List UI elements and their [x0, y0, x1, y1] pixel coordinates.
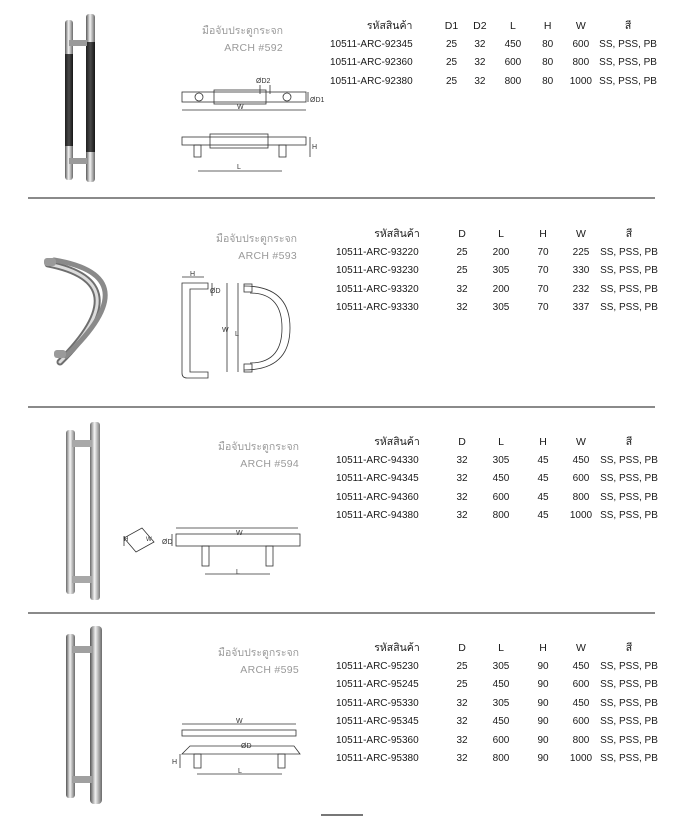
header-d: D	[458, 227, 466, 240]
cell-l: 800	[492, 753, 510, 765]
cell-d: 32	[456, 753, 468, 765]
header-w: W	[576, 641, 586, 654]
cell-color: SS, PSS, PB	[600, 753, 658, 765]
cell-d: 32	[456, 454, 468, 466]
header-h: H	[539, 227, 547, 240]
cell-l: 600	[504, 57, 522, 69]
header-h: H	[543, 19, 552, 32]
table-row	[330, 35, 658, 54]
technical-drawing-arch-594-profile	[118, 524, 166, 560]
header-l: L	[509, 19, 516, 32]
cell-h: 90	[537, 660, 549, 672]
header-code: รหัสสินค้า	[366, 20, 413, 32]
cell-w: 800	[572, 491, 590, 503]
header-code: รหัสสินค้า	[374, 228, 420, 240]
cell-code: 10511-ARC-94360	[336, 491, 419, 503]
cell-l: 305	[492, 697, 510, 709]
cell-d: 25	[456, 679, 468, 691]
dim-label-d: ØD	[162, 539, 173, 546]
header-l: L	[498, 641, 504, 654]
dim-label-d2: ØD2	[256, 78, 271, 85]
cell-d: 32	[456, 716, 468, 728]
product-title-th: มือจับประตูกระจก	[216, 233, 297, 245]
cell-d: 32	[456, 283, 468, 295]
table-row	[336, 262, 658, 281]
dim-label-w-small: W	[146, 537, 152, 543]
dim-label-d1: ØD1	[310, 97, 325, 104]
cell-color: SS, PSS, PB	[600, 734, 658, 746]
cell-code: 10511-ARC-94380	[336, 510, 419, 522]
cell-code: 10511-ARC-95330	[336, 697, 419, 709]
header-color: สี	[624, 20, 632, 32]
cell-w: 232	[572, 283, 590, 295]
cell-d: 25	[456, 660, 468, 672]
cell-w: 800	[572, 57, 590, 69]
table-row	[336, 243, 658, 262]
cell-h: 70	[537, 265, 549, 277]
header-w: W	[576, 435, 586, 448]
cell-color: SS, PSS, PB	[600, 716, 658, 728]
cell-color: SS, PSS, PB	[600, 697, 658, 709]
table-row	[336, 451, 658, 470]
product-title-th: มือจับประตูกระจก	[202, 25, 283, 37]
table-row	[336, 676, 658, 695]
cell-color: SS, PSS, PB	[599, 75, 657, 87]
cell-h: 90	[537, 716, 549, 728]
cell-d: 32	[456, 510, 468, 522]
cell-color: SS, PSS, PB	[600, 491, 658, 503]
table-header-row	[330, 16, 658, 35]
cell-l: 800	[504, 75, 522, 87]
technical-drawing-arch-593	[172, 268, 302, 383]
cell-d2: 32	[474, 38, 486, 50]
cell-h: 80	[542, 75, 554, 87]
cell-d: 32	[456, 473, 468, 485]
header-d2: D2	[473, 19, 487, 32]
cell-l: 305	[492, 454, 510, 466]
table-row	[336, 694, 658, 713]
cell-l: 600	[492, 491, 510, 503]
header-color: สี	[625, 228, 633, 240]
cell-d: 25	[456, 265, 468, 277]
table-row	[336, 299, 658, 318]
cell-w: 1000	[569, 753, 593, 765]
section-divider	[28, 406, 655, 408]
cell-l: 305	[492, 302, 510, 314]
spec-table-arch-594	[336, 432, 658, 525]
header-code: รหัสสินค้า	[374, 436, 420, 448]
cell-h: 80	[542, 57, 554, 69]
cell-h: 45	[537, 491, 549, 503]
header-d1: D1	[444, 19, 459, 32]
technical-drawing-arch-594	[162, 522, 308, 584]
cell-w: 225	[572, 246, 590, 258]
table-header-row	[336, 224, 658, 243]
cell-w: 600	[572, 679, 590, 691]
cell-h: 80	[542, 38, 554, 50]
dim-label-l: L	[237, 164, 241, 171]
spec-table-arch-592	[330, 16, 658, 91]
cell-code: 10511-ARC-95230	[336, 660, 419, 672]
product-title-th: มือจับประตูกระจก	[218, 441, 299, 453]
cell-color: SS, PSS, PB	[600, 246, 658, 258]
cell-code: 10511-ARC-93330	[336, 302, 419, 314]
cell-code: 10511-ARC-95245	[336, 679, 419, 691]
cell-h: 70	[537, 283, 549, 295]
dim-label-w: W	[236, 718, 243, 725]
product-title-th: มือจับประตูกระจก	[218, 647, 299, 659]
cell-h: 70	[537, 302, 549, 314]
cell-h: 90	[537, 679, 549, 691]
cell-l: 305	[492, 660, 510, 672]
cell-h: 45	[537, 510, 549, 522]
cell-code: 10511-ARC-94345	[336, 473, 419, 485]
table-header-row	[336, 432, 658, 451]
cell-code: 10511-ARC-93220	[336, 246, 419, 258]
product-title-en: ARCH #594	[240, 458, 299, 470]
header-w: W	[575, 19, 586, 32]
technical-drawing-arch-592	[176, 70, 326, 180]
cell-color: SS, PSS, PB	[600, 660, 658, 672]
dim-label-l: L	[235, 331, 239, 338]
cell-d1: 25	[445, 38, 458, 50]
header-code: รหัสสินค้า	[374, 642, 420, 654]
header-color: สี	[625, 436, 633, 448]
cell-d: 32	[456, 302, 468, 314]
table-row	[336, 731, 658, 750]
cell-d: 32	[456, 734, 468, 746]
cell-l: 450	[492, 716, 510, 728]
dim-label-h: H	[124, 537, 129, 543]
cell-w: 800	[572, 734, 590, 746]
cell-d1: 25	[445, 75, 458, 87]
cell-l: 305	[492, 265, 510, 277]
dim-label-w: W	[237, 104, 244, 111]
header-d: D	[458, 641, 466, 654]
dim-label-h: H	[312, 144, 318, 151]
cell-h: 90	[537, 734, 549, 746]
dim-label-w: W	[236, 530, 243, 537]
cell-h: 45	[537, 454, 549, 466]
page-footer-mark	[321, 814, 363, 816]
cell-color: SS, PSS, PB	[600, 283, 658, 295]
cell-w: 600	[572, 716, 590, 728]
cell-w: 330	[572, 265, 590, 277]
table-row	[330, 72, 658, 91]
table-row	[336, 280, 658, 299]
header-d: D	[458, 435, 466, 448]
cell-code: 10511-ARC-95345	[336, 716, 419, 728]
cell-color: SS, PSS, PB	[600, 679, 658, 691]
cell-color: SS, PSS, PB	[600, 454, 658, 466]
cell-l: 450	[492, 473, 510, 485]
section-divider	[28, 612, 655, 614]
handle-photo-arch-593	[40, 252, 130, 377]
cell-color: SS, PSS, PB	[600, 510, 658, 522]
cell-d: 32	[456, 697, 468, 709]
table-row	[336, 713, 658, 732]
table-row	[336, 470, 658, 489]
cell-l: 600	[492, 734, 510, 746]
cell-l: 200	[492, 246, 510, 258]
cell-code: 10511-ARC-93320	[336, 283, 419, 295]
cell-d: 25	[456, 246, 468, 258]
cell-h: 45	[537, 473, 549, 485]
spec-table-arch-595	[336, 638, 658, 768]
cell-d2: 32	[474, 57, 486, 69]
cell-w: 1000	[569, 75, 592, 87]
cell-l: 200	[492, 283, 510, 295]
dim-label-h: H	[172, 759, 178, 766]
technical-drawing-arch-595	[168, 714, 308, 778]
cell-code: 10511-ARC-95360	[336, 734, 419, 746]
dim-label-l: L	[238, 768, 242, 775]
cell-color: SS, PSS, PB	[600, 473, 658, 485]
handle-photo-arch-595	[58, 626, 108, 806]
product-title-en: ARCH #595	[240, 664, 299, 676]
cell-w: 450	[572, 454, 590, 466]
cell-code: 10511-ARC-94330	[336, 454, 419, 466]
dim-label-d: ØD	[210, 288, 221, 295]
cell-d1: 25	[445, 57, 458, 69]
cell-w: 337	[572, 302, 590, 314]
product-title-en: ARCH #592	[224, 42, 283, 54]
table-row	[336, 507, 658, 526]
cell-color: SS, PSS, PB	[599, 38, 657, 50]
cell-l: 800	[492, 510, 510, 522]
dim-label-h: H	[190, 271, 196, 278]
dim-label-l: L	[236, 569, 240, 576]
cell-d: 32	[456, 491, 468, 503]
cell-color: SS, PSS, PB	[599, 57, 657, 69]
header-l: L	[498, 435, 504, 448]
cell-l: 450	[504, 38, 522, 50]
dim-label-w: W	[222, 327, 229, 334]
table-row	[336, 488, 658, 507]
cell-color: SS, PSS, PB	[600, 302, 658, 314]
cell-color: SS, PSS, PB	[600, 265, 658, 277]
cell-code: 10511-ARC-92360	[330, 57, 413, 69]
cell-code: 10511-ARC-93230	[336, 265, 419, 277]
product-title-en: ARCH #593	[238, 250, 297, 262]
table-row	[330, 54, 658, 73]
cell-h: 90	[537, 753, 549, 765]
cell-w: 450	[572, 697, 590, 709]
spec-table-arch-593	[336, 224, 658, 317]
cell-code: 10511-ARC-92380	[330, 75, 413, 87]
cell-w: 1000	[569, 510, 593, 522]
cell-w: 600	[572, 473, 590, 485]
cell-code: 10511-ARC-95380	[336, 753, 419, 765]
header-color: สี	[625, 642, 633, 654]
cell-code: 10511-ARC-92345	[330, 38, 413, 50]
table-header-row	[336, 638, 658, 657]
cell-d2: 32	[474, 75, 486, 87]
table-row	[336, 657, 658, 676]
cell-w: 450	[572, 660, 590, 672]
handle-photo-arch-594	[58, 420, 108, 602]
table-row	[336, 750, 658, 769]
section-divider	[28, 197, 655, 199]
cell-h: 70	[537, 246, 549, 258]
header-w: W	[576, 227, 586, 240]
cell-l: 450	[492, 679, 510, 691]
dim-label-d: ØD	[241, 743, 252, 750]
cell-h: 90	[537, 697, 549, 709]
handle-photo-arch-592	[55, 12, 105, 184]
header-h: H	[539, 435, 547, 448]
cell-w: 600	[572, 38, 590, 50]
header-h: H	[539, 641, 547, 654]
header-l: L	[498, 227, 504, 240]
